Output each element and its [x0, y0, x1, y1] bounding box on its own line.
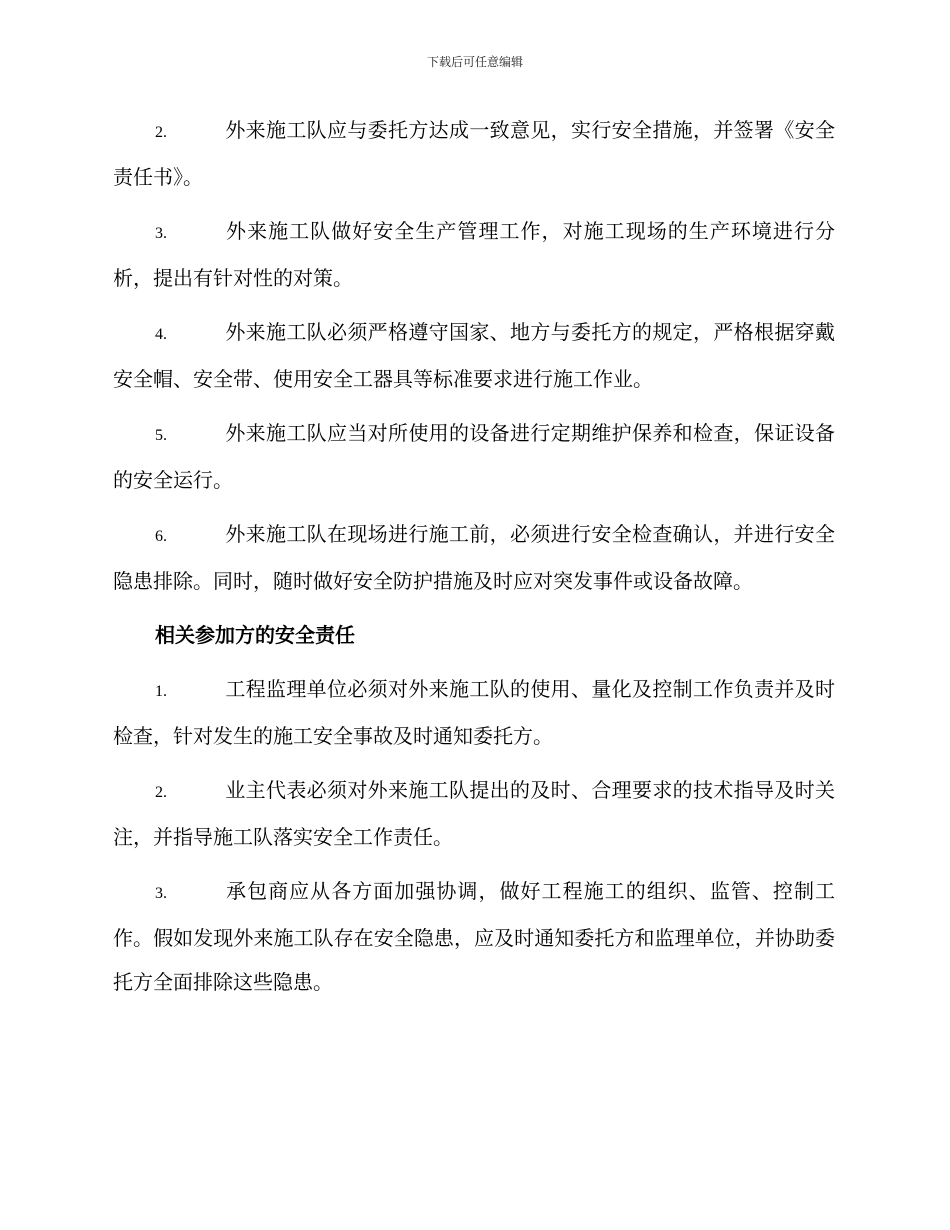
item-number: 2. [155, 124, 167, 141]
item-text: 工程监理单位必须对外来施工队的使用、量化及控制工作负责并及时检查，针对发生的施工安全事故及时通知委托方。 [113, 677, 835, 748]
list-item [113, 108, 835, 199]
item-text: 外来施工队必须严格遵守国家、地方与委托方的规定，严格根据穿戴安全帽、安全带、使用安全工器具等标准要求进行施工作业。 [113, 320, 835, 391]
item-text: 承包商应从各方面加强协调，做好工程施工的组织、监管、控制工作。假如发现外来施工队存在安全隐患，应及时通知委托方和监理单位，并协助委托方全面排除这些隐患。 [113, 879, 835, 994]
item-number: 6. [155, 528, 167, 545]
item-number: 1. [155, 683, 167, 700]
section-heading: 相关参加方的安全责任 [155, 623, 355, 647]
list-item [113, 209, 835, 300]
item-text: 外来施工队应与委托方达成一致意见，实行安全措施，并签署《安全责任书》。 [113, 118, 835, 189]
list-item [113, 411, 835, 502]
item-number: 2. [155, 784, 167, 801]
list-item [113, 310, 835, 401]
item-number: 4. [155, 326, 167, 343]
list-item [113, 512, 835, 603]
item-number: 5. [155, 427, 167, 444]
item-text: 外来施工队应当对所使用的设备进行定期维护保养和检查，保证设备的安全运行。 [113, 421, 835, 492]
document-body [113, 108, 835, 1014]
item-text: 外来施工队做好安全生产管理工作，对施工现场的生产环境进行分析，提出有针对性的对策。 [113, 219, 835, 290]
item-number: 3. [155, 885, 167, 902]
page-header: 下载后可任意编辑 [426, 55, 523, 69]
list-item [113, 869, 835, 1004]
list-item [113, 667, 835, 758]
item-text: 业主代表必须对外来施工队提出的及时、合理要求的技术指导及时关注，并指导施工队落实安全工作责任。 [113, 778, 835, 849]
list-item [113, 768, 835, 859]
item-text: 外来施工队在现场进行施工前，必须进行安全检查确认，并进行安全隐患排除。同时，随时做好安全防护措施及时应对突发事件或设备故障。 [113, 522, 835, 593]
item-number: 3. [155, 225, 167, 242]
